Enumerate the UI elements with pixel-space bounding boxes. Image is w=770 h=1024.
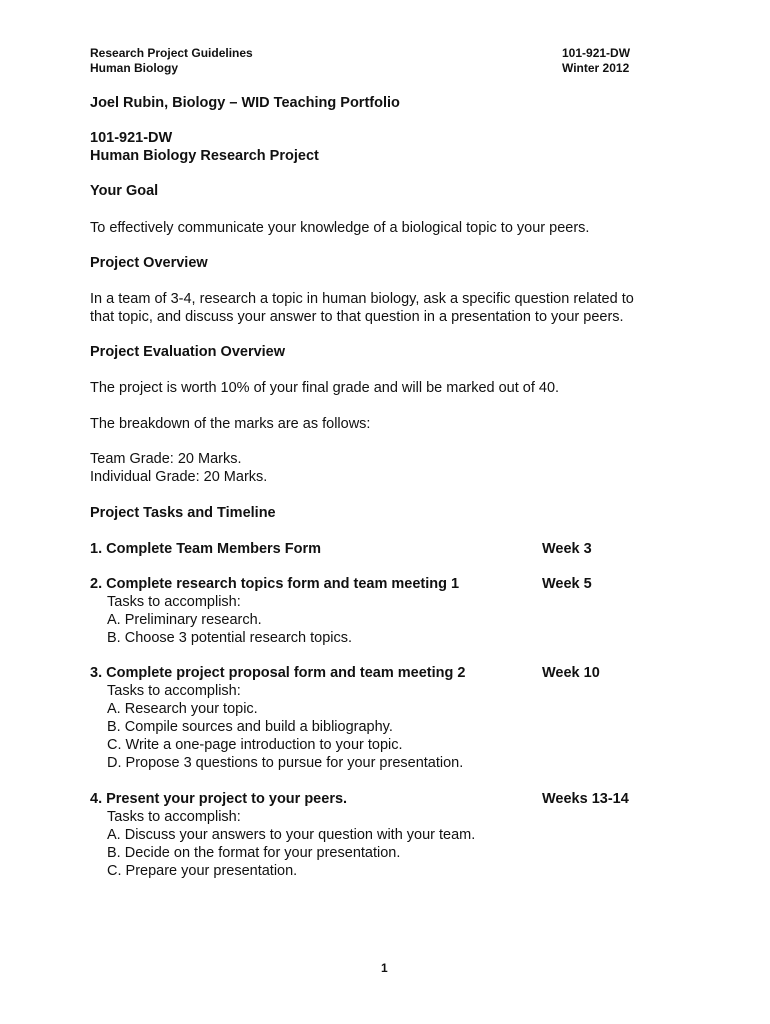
- task-4-week: Weeks 13-14: [542, 791, 629, 807]
- task-2-week: Week 5: [542, 576, 592, 592]
- task-2: [90, 575, 459, 647]
- overview-line-2: that topic, and discuss your answer to that question in a presentation to your peers.: [90, 309, 624, 325]
- header-right: [562, 46, 630, 76]
- project-title: Human Biology Research Project: [90, 148, 319, 164]
- evaluation-heading: Project Evaluation Overview: [90, 344, 286, 360]
- overview-line-1: In a team of 3-4, research a topic in human biology, ask a specific question related to: [90, 291, 634, 307]
- task-1-week: Week 3: [542, 541, 592, 557]
- goal-heading: Your Goal: [90, 183, 159, 199]
- task-2-subtask-a: A. Preliminary research.: [107, 612, 262, 628]
- task-3-subtask-d: D. Propose 3 questions to pursue for your presentation.: [107, 755, 464, 771]
- portfolio-title: Joel Rubin, Biology – WID Teaching Portfolio: [90, 95, 400, 111]
- overview-heading: Project Overview: [90, 255, 208, 271]
- page-number: 1: [381, 961, 388, 975]
- tasks-heading: Project Tasks and Timeline: [90, 505, 276, 521]
- task-4-subtask-b: B. Decide on the format for your presentation.: [107, 845, 401, 861]
- task-2-subtask-b: B. Choose 3 potential research topics.: [107, 630, 353, 646]
- individual-grade: Individual Grade: 20 Marks.: [90, 469, 268, 485]
- task-3-title: 3. Complete project proposal form and team meeting 2: [90, 665, 466, 681]
- evaluation-breakdown: The breakdown of the marks are as follows:: [90, 416, 371, 432]
- task-3-week: Week 10: [542, 665, 600, 681]
- task-3: [90, 664, 465, 772]
- task-3-subtask-b: B. Compile sources and build a bibliography.: [107, 719, 393, 735]
- task-2-subheading: Tasks to accomplish:: [107, 594, 241, 610]
- task-3-subtask-a: A. Research your topic.: [107, 701, 258, 717]
- task-2-title: 2. Complete research topics form and team meeting 1: [90, 576, 460, 592]
- header-course-name: Human Biology: [90, 61, 179, 75]
- task-4-subtask-c: C. Prepare your presentation.: [107, 863, 298, 879]
- grade-breakdown: [90, 450, 267, 486]
- header-left: [90, 46, 253, 76]
- course-code: 101-921-DW: [90, 130, 173, 146]
- task-1-title: 1. Complete Team Members Form: [90, 541, 321, 557]
- task-3-subheading: Tasks to accomplish:: [107, 683, 241, 699]
- header-course-code: 101-921-DW: [562, 46, 631, 60]
- overview-paragraph: [90, 290, 634, 326]
- task-4-subheading: Tasks to accomplish:: [107, 809, 241, 825]
- task-4-title: 4. Present your project to your peers.: [90, 791, 348, 807]
- task-4-subtask-a: A. Discuss your answers to your question with your team.: [107, 827, 476, 843]
- goal-text: To effectively communicate your knowledge of a biological topic to your peers.: [90, 220, 590, 236]
- evaluation-worth: The project is worth 10% of your final grade and will be marked out of 40.: [90, 380, 560, 396]
- task-3-subtask-c: C. Write a one-page introduction to your topic.: [107, 737, 403, 753]
- header-term: Winter 2012: [562, 61, 630, 75]
- task-4: [90, 790, 475, 880]
- header-doc-title: Research Project Guidelines: [90, 46, 253, 60]
- team-grade: Team Grade: 20 Marks.: [90, 451, 242, 467]
